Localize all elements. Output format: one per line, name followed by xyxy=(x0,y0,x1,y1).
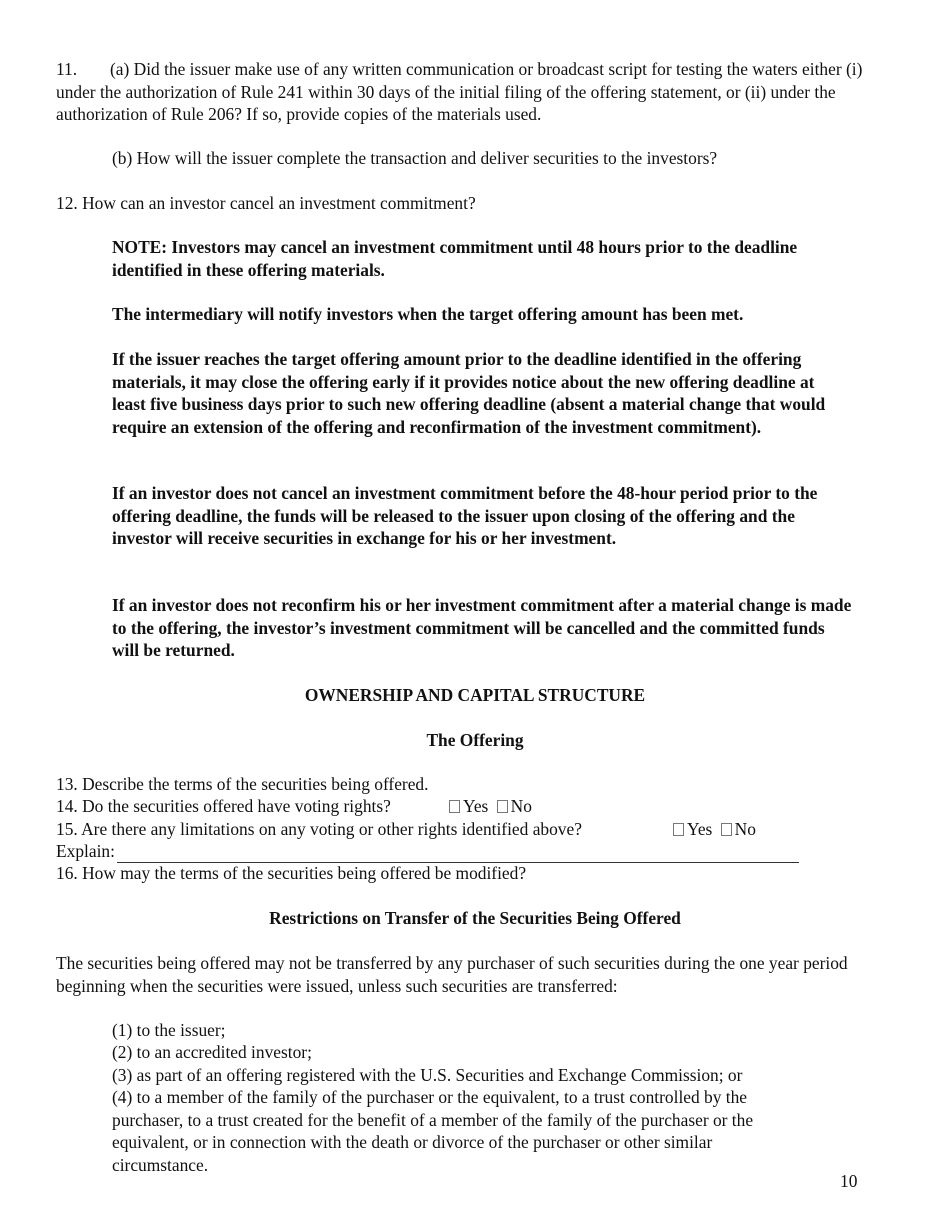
restriction-item-2: (2) to an accredited investor; xyxy=(112,1042,312,1062)
explain-input-line[interactable] xyxy=(117,845,799,863)
intermediary-notice-paragraph: The intermediary will notify investors when the target offering amount has been met. xyxy=(112,304,744,324)
question-16: 16. How may the terms of the securities being offered be modified? xyxy=(56,863,527,883)
explain-label: Explain: xyxy=(56,841,115,861)
question-15-options xyxy=(673,818,756,841)
question-11a xyxy=(56,58,896,126)
restrictions-intro: The securities being offered may not be transferred by any purchaser of such securities during the one year period beginning when the securities were issued, unless such securities are transferred: xyxy=(56,953,848,996)
question-15-yes-label: Yes xyxy=(687,819,713,839)
restriction-item-4: (4) to a member of the family of the purchaser or the equivalent, to a trust controlled by the purchaser, to a trust created for the benefit of a member of the family of the purchaser or the equivalent, or in connection with the death or divorce of the purchaser or other similar circumstance. xyxy=(112,1087,754,1175)
question-14-options xyxy=(449,795,532,818)
subsection-heading-restrictions: Restrictions on Transfer of the Securities Being Offered xyxy=(269,908,681,928)
explain-row xyxy=(56,840,896,863)
page-number: 10 xyxy=(840,1171,858,1191)
no-cancel-paragraph: If an investor does not cancel an investment commitment before the 48-hour period prior to the offering deadline, the funds will be released to the issuer upon closing of the offering and the investor will receive securities in exchange for his or her investment. xyxy=(112,483,818,548)
question-11b: (b) How will the issuer complete the transaction and deliver securities to the investors? xyxy=(112,148,718,168)
question-15-no-checkbox[interactable] xyxy=(721,823,732,836)
question-14-text: 14. Do the securities offered have voting rights? xyxy=(56,796,391,816)
question-15 xyxy=(56,818,896,841)
question-14-yes-label: Yes xyxy=(463,796,489,816)
question-11-number: 11. xyxy=(56,59,78,79)
question-14-no-label: No xyxy=(510,796,532,816)
question-15-no-label: No xyxy=(734,819,756,839)
subsection-heading-offering: The Offering xyxy=(426,730,524,750)
restriction-item-3: (3) as part of an offering registered with the U.S. Securities and Exchange Commission; or xyxy=(112,1065,743,1085)
note-paragraph: NOTE: Investors may cancel an investment commitment until 48 hours prior to the deadline identified in these offering materials. xyxy=(112,237,798,280)
section-heading-ownership: OWNERSHIP AND CAPITAL STRUCTURE xyxy=(304,685,646,705)
no-reconfirm-paragraph: If an investor does not reconfirm his or her investment commitment after a material change is made to the offering, the investor’s investment commitment will be cancelled and the committed funds will be returned. xyxy=(112,595,852,660)
question-13: 13. Describe the terms of the securities being offered. xyxy=(56,774,429,794)
question-14-yes-checkbox[interactable] xyxy=(449,800,460,813)
question-15-text: 15. Are there any limitations on any voting or other rights identified above? xyxy=(56,819,582,839)
question-15-yes-checkbox[interactable] xyxy=(673,823,684,836)
question-14-no-checkbox[interactable] xyxy=(497,800,508,813)
question-12: 12. How can an investor cancel an investment commitment? xyxy=(56,193,476,213)
restriction-item-1: (1) to the issuer; xyxy=(112,1020,226,1040)
question-11a-text: (a) Did the issuer make use of any written communication or broadcast script for testing the waters either (i) under the authorization of Rule 241 within 30 days of the initial filing of the offering statement, or (ii) under the authorization of Rule 206? If so, provide copies of the materials used. xyxy=(56,59,863,124)
early-close-paragraph: If the issuer reaches the target offering amount prior to the deadline identified in the offering materials, it may close the offering early if it provides notice about the new offering deadline at least five business days prior to such new offering deadline (absent a material change that would require an extension of the offering and reconfirmation of the investment commitment). xyxy=(112,349,826,437)
